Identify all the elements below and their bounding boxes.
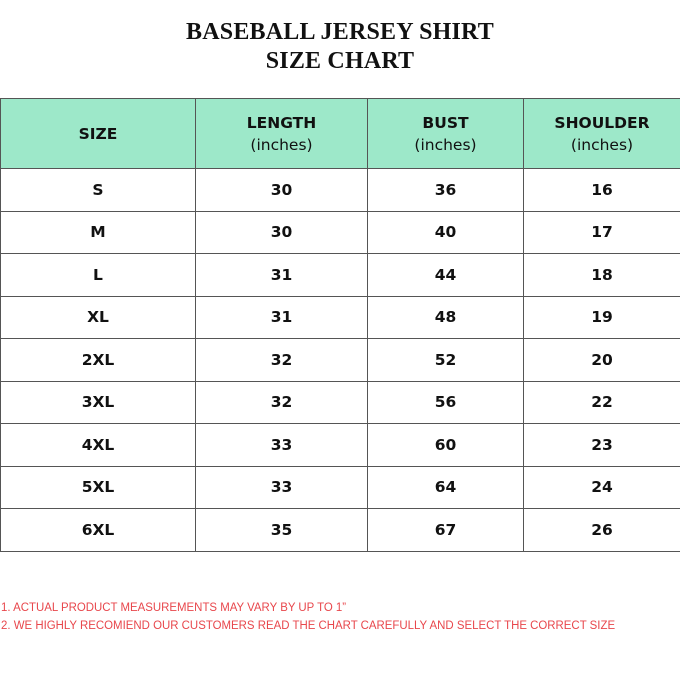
table-row <box>1 211 680 254</box>
cell-bust: 67 <box>368 509 524 552</box>
cell-size: M <box>1 211 196 254</box>
header-shoulder: SHOULDER (inches) <box>524 99 680 169</box>
cell-shoulder: 23 <box>524 424 680 467</box>
header-size: SIZE <box>1 99 196 169</box>
header-bust: BUST (inches) <box>368 99 524 169</box>
cell-bust: 44 <box>368 254 524 297</box>
cell-length: 33 <box>196 424 368 467</box>
table-row <box>1 169 680 212</box>
cell-bust: 36 <box>368 169 524 212</box>
cell-size: L <box>1 254 196 297</box>
chart-title <box>0 18 680 76</box>
cell-size: S <box>1 169 196 212</box>
cell-length: 32 <box>196 381 368 424</box>
table-row <box>1 254 680 297</box>
cell-length: 31 <box>196 254 368 297</box>
cell-length: 32 <box>196 339 368 382</box>
cell-bust: 48 <box>368 296 524 339</box>
cell-shoulder: 20 <box>524 339 680 382</box>
header-length: LENGTH (inches) <box>196 99 368 169</box>
cell-length: 33 <box>196 466 368 509</box>
cell-bust: 52 <box>368 339 524 382</box>
table-row <box>1 509 680 552</box>
cell-size: 5XL <box>1 466 196 509</box>
cell-shoulder: 24 <box>524 466 680 509</box>
notes <box>1 598 633 634</box>
table-row <box>1 381 680 424</box>
cell-bust: 64 <box>368 466 524 509</box>
cell-shoulder: 16 <box>524 169 680 212</box>
cell-bust: 56 <box>368 381 524 424</box>
cell-shoulder: 26 <box>524 509 680 552</box>
cell-size: 2XL <box>1 339 196 382</box>
cell-shoulder: 22 <box>524 381 680 424</box>
size-chart-table <box>0 98 680 552</box>
title-line-2: SIZE CHART <box>265 48 415 74</box>
cell-length: 30 <box>196 211 368 254</box>
table-row <box>1 424 680 467</box>
cell-shoulder: 17 <box>524 211 680 254</box>
note-read-chart: 2. WE HIGHLY RECOMIEND OUR CUSTOMERS READ THE CHART CAREFULLY AND SELECT THE CORRECT SIZE <box>1 618 616 632</box>
table-row <box>1 466 680 509</box>
cell-shoulder: 18 <box>524 254 680 297</box>
table-row <box>1 296 680 339</box>
cell-length: 31 <box>196 296 368 339</box>
cell-size: 3XL <box>1 381 196 424</box>
cell-length: 30 <box>196 169 368 212</box>
cell-size: XL <box>1 296 196 339</box>
table-row <box>1 339 680 382</box>
header-row <box>1 99 680 169</box>
cell-size: 4XL <box>1 424 196 467</box>
note-measurement-variance: 1. ACTUAL PRODUCT MEASUREMENTS MAY VARY BY UP TO 1” <box>1 600 347 614</box>
cell-shoulder: 19 <box>524 296 680 339</box>
title-line-1: BASEBALL JERSEY SHIRT <box>186 19 494 45</box>
cell-bust: 40 <box>368 211 524 254</box>
cell-length: 35 <box>196 509 368 552</box>
cell-size: 6XL <box>1 509 196 552</box>
cell-bust: 60 <box>368 424 524 467</box>
